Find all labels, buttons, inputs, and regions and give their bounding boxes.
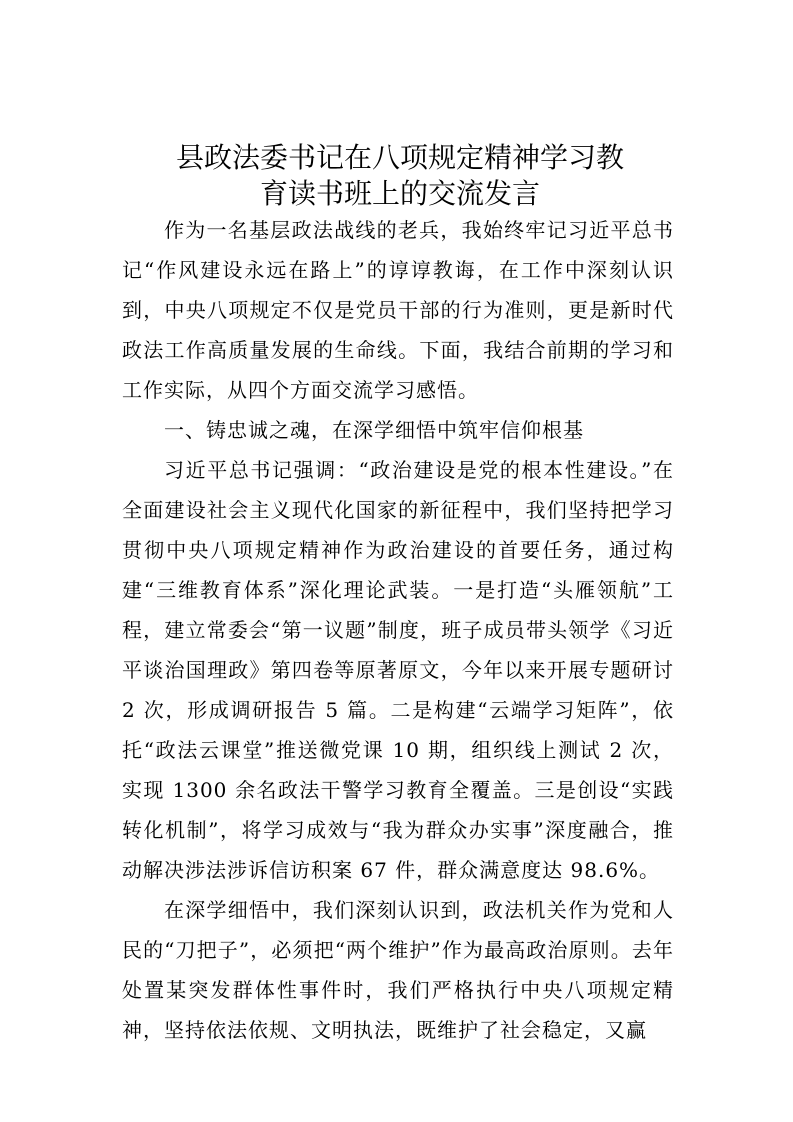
paragraph-section-1-cont: 在深学细悟中，我们深刻认识到，政法机关作为党和人民的“刀把子”，必须把“两个维护”作为最高政治原则。去年处置某突发群体性事件时，我们严格执行中央八项规定精神，坚持依法依规、文明执法，既维护了社会稳定，又赢 [122,898,674,1042]
paragraph-intro: 作为一名基层政法战线的老兵，我始终牢记习近平总书记“作风建设永远在路上”的谆谆教诲，在工作中深刻认识到，中央八项规定不仅是党员干部的行为准则，更是新时代政法工作高质量发展的生命线。下面，我结合前期的学习和工作实际，从四个方面交流学习感悟。 [122,218,674,402]
document-title [120,140,680,212]
title-line-2: 育读书班上的交流发言 [259,177,540,210]
section-heading-1: 一、铸忠诚之魂，在深学细悟中筑牢信仰根基 [164,418,584,442]
paragraph-section-1: 习近平总书记强调：“政治建设是党的根本性建设。”在全面建设社会主义现代化国家的新征程中，我们坚持把学习贯彻中央八项规定精神作为政治建设的首要任务，通过构建“三维教育体系”深化理论武装。一是打造“头雁领航”工程，建立常委会“第一议题”制度，班子成员带头领学《习近平谈治国理政》第四卷等原著原文，今年以来开展专题研讨 2 次，形成调研报告 5 篇。二是构建“云端学习矩阵”，依托“政法云课堂”推送微党课 10 期，组织线上测试 2 次，实现 1300 余名政法干警学习教育全覆盖。三是创设“实践转化机制”，将学习成效与“我为群众办实事”深度融合，推动解决涉法涉诉信访积案 67 件，群众满意度达 98.6%。 [122,458,674,882]
title-line-1: 县政法委书记在八项规定精神学习教 [175,141,624,174]
document-body [122,210,674,1050]
